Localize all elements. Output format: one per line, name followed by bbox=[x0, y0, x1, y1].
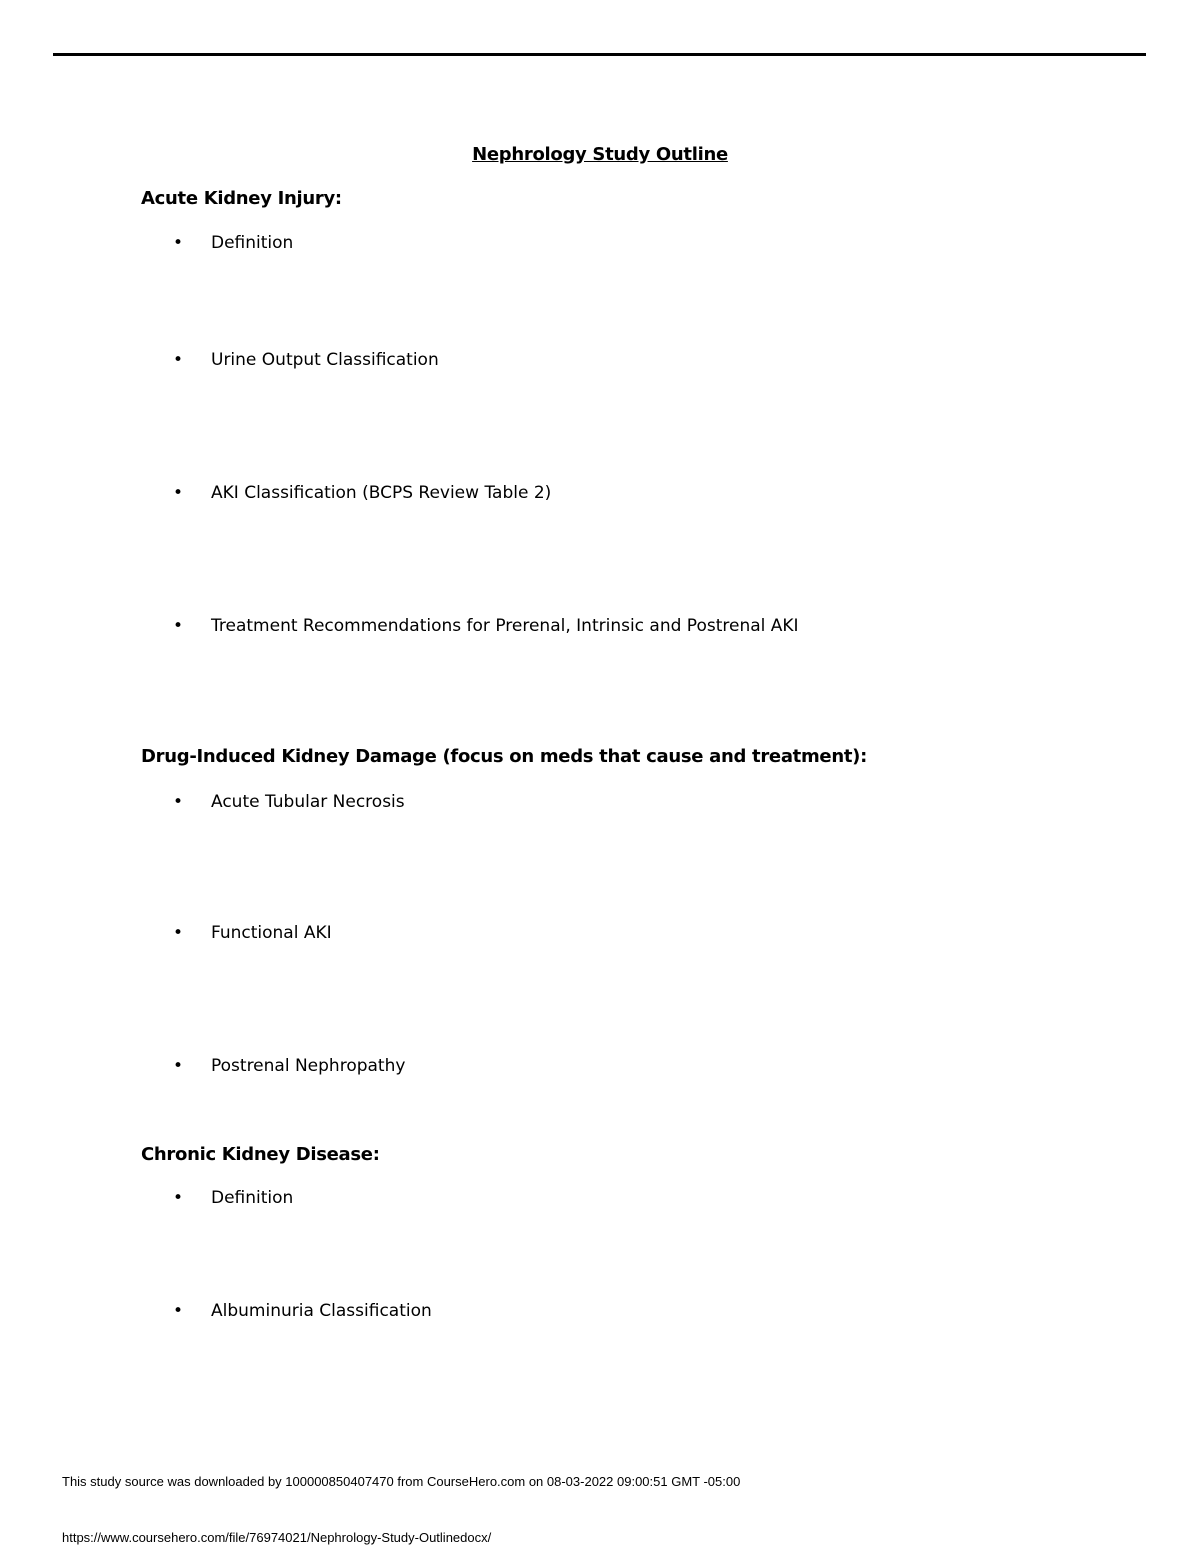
list-item-text: Functional AKI bbox=[211, 923, 332, 943]
bullet-icon: • bbox=[173, 483, 184, 503]
download-notice: This study source was downloaded by 100000850407470 from CourseHero.com on 08-03-2022 09:00:51 GMT -05:00 bbox=[62, 1474, 741, 1489]
list-item-text: AKI Classification (BCPS Review Table 2) bbox=[211, 483, 552, 503]
list-item bbox=[173, 922, 332, 944]
document-title: Nephrology Study Outline bbox=[472, 144, 728, 165]
list-item bbox=[173, 232, 293, 254]
bullet-icon: • bbox=[173, 233, 184, 253]
section-heading-chronic-kidney-disease: Chronic Kidney Disease: bbox=[141, 1144, 380, 1165]
list-item bbox=[173, 349, 439, 371]
list-item bbox=[173, 1187, 293, 1209]
list-item-text: Postrenal Nephropathy bbox=[211, 1056, 406, 1076]
bullet-icon: • bbox=[173, 350, 184, 370]
bullet-icon: • bbox=[173, 792, 184, 812]
list-item-text: Albuminuria Classification bbox=[211, 1301, 432, 1321]
top-rule bbox=[53, 53, 1146, 56]
list-item bbox=[173, 791, 405, 813]
section-heading-acute-kidney-injury: Acute Kidney Injury: bbox=[141, 188, 342, 209]
source-url-link[interactable]: https://www.coursehero.com/file/76974021/Nephrology-Study-Outlinedocx/ bbox=[62, 1530, 492, 1545]
bullet-icon: • bbox=[173, 923, 184, 943]
section-heading-drug-induced-kidney-damage: Drug-Induced Kidney Damage (focus on meds that cause and treatment): bbox=[141, 746, 867, 767]
list-item bbox=[173, 1055, 405, 1077]
list-item bbox=[173, 615, 799, 637]
list-item bbox=[173, 1300, 432, 1322]
bullet-icon: • bbox=[173, 1188, 184, 1208]
list-item-text: Acute Tubular Necrosis bbox=[211, 792, 405, 812]
bullet-icon: • bbox=[173, 1301, 184, 1321]
list-item-text: Definition bbox=[211, 1188, 294, 1208]
list-item bbox=[173, 482, 551, 504]
list-item-text: Definition bbox=[211, 233, 294, 253]
list-item-text: Treatment Recommendations for Prerenal, Intrinsic and Postrenal AKI bbox=[211, 616, 799, 636]
bullet-icon: • bbox=[173, 1056, 184, 1076]
list-item-text: Urine Output Classification bbox=[211, 350, 439, 370]
bullet-icon: • bbox=[173, 616, 184, 636]
